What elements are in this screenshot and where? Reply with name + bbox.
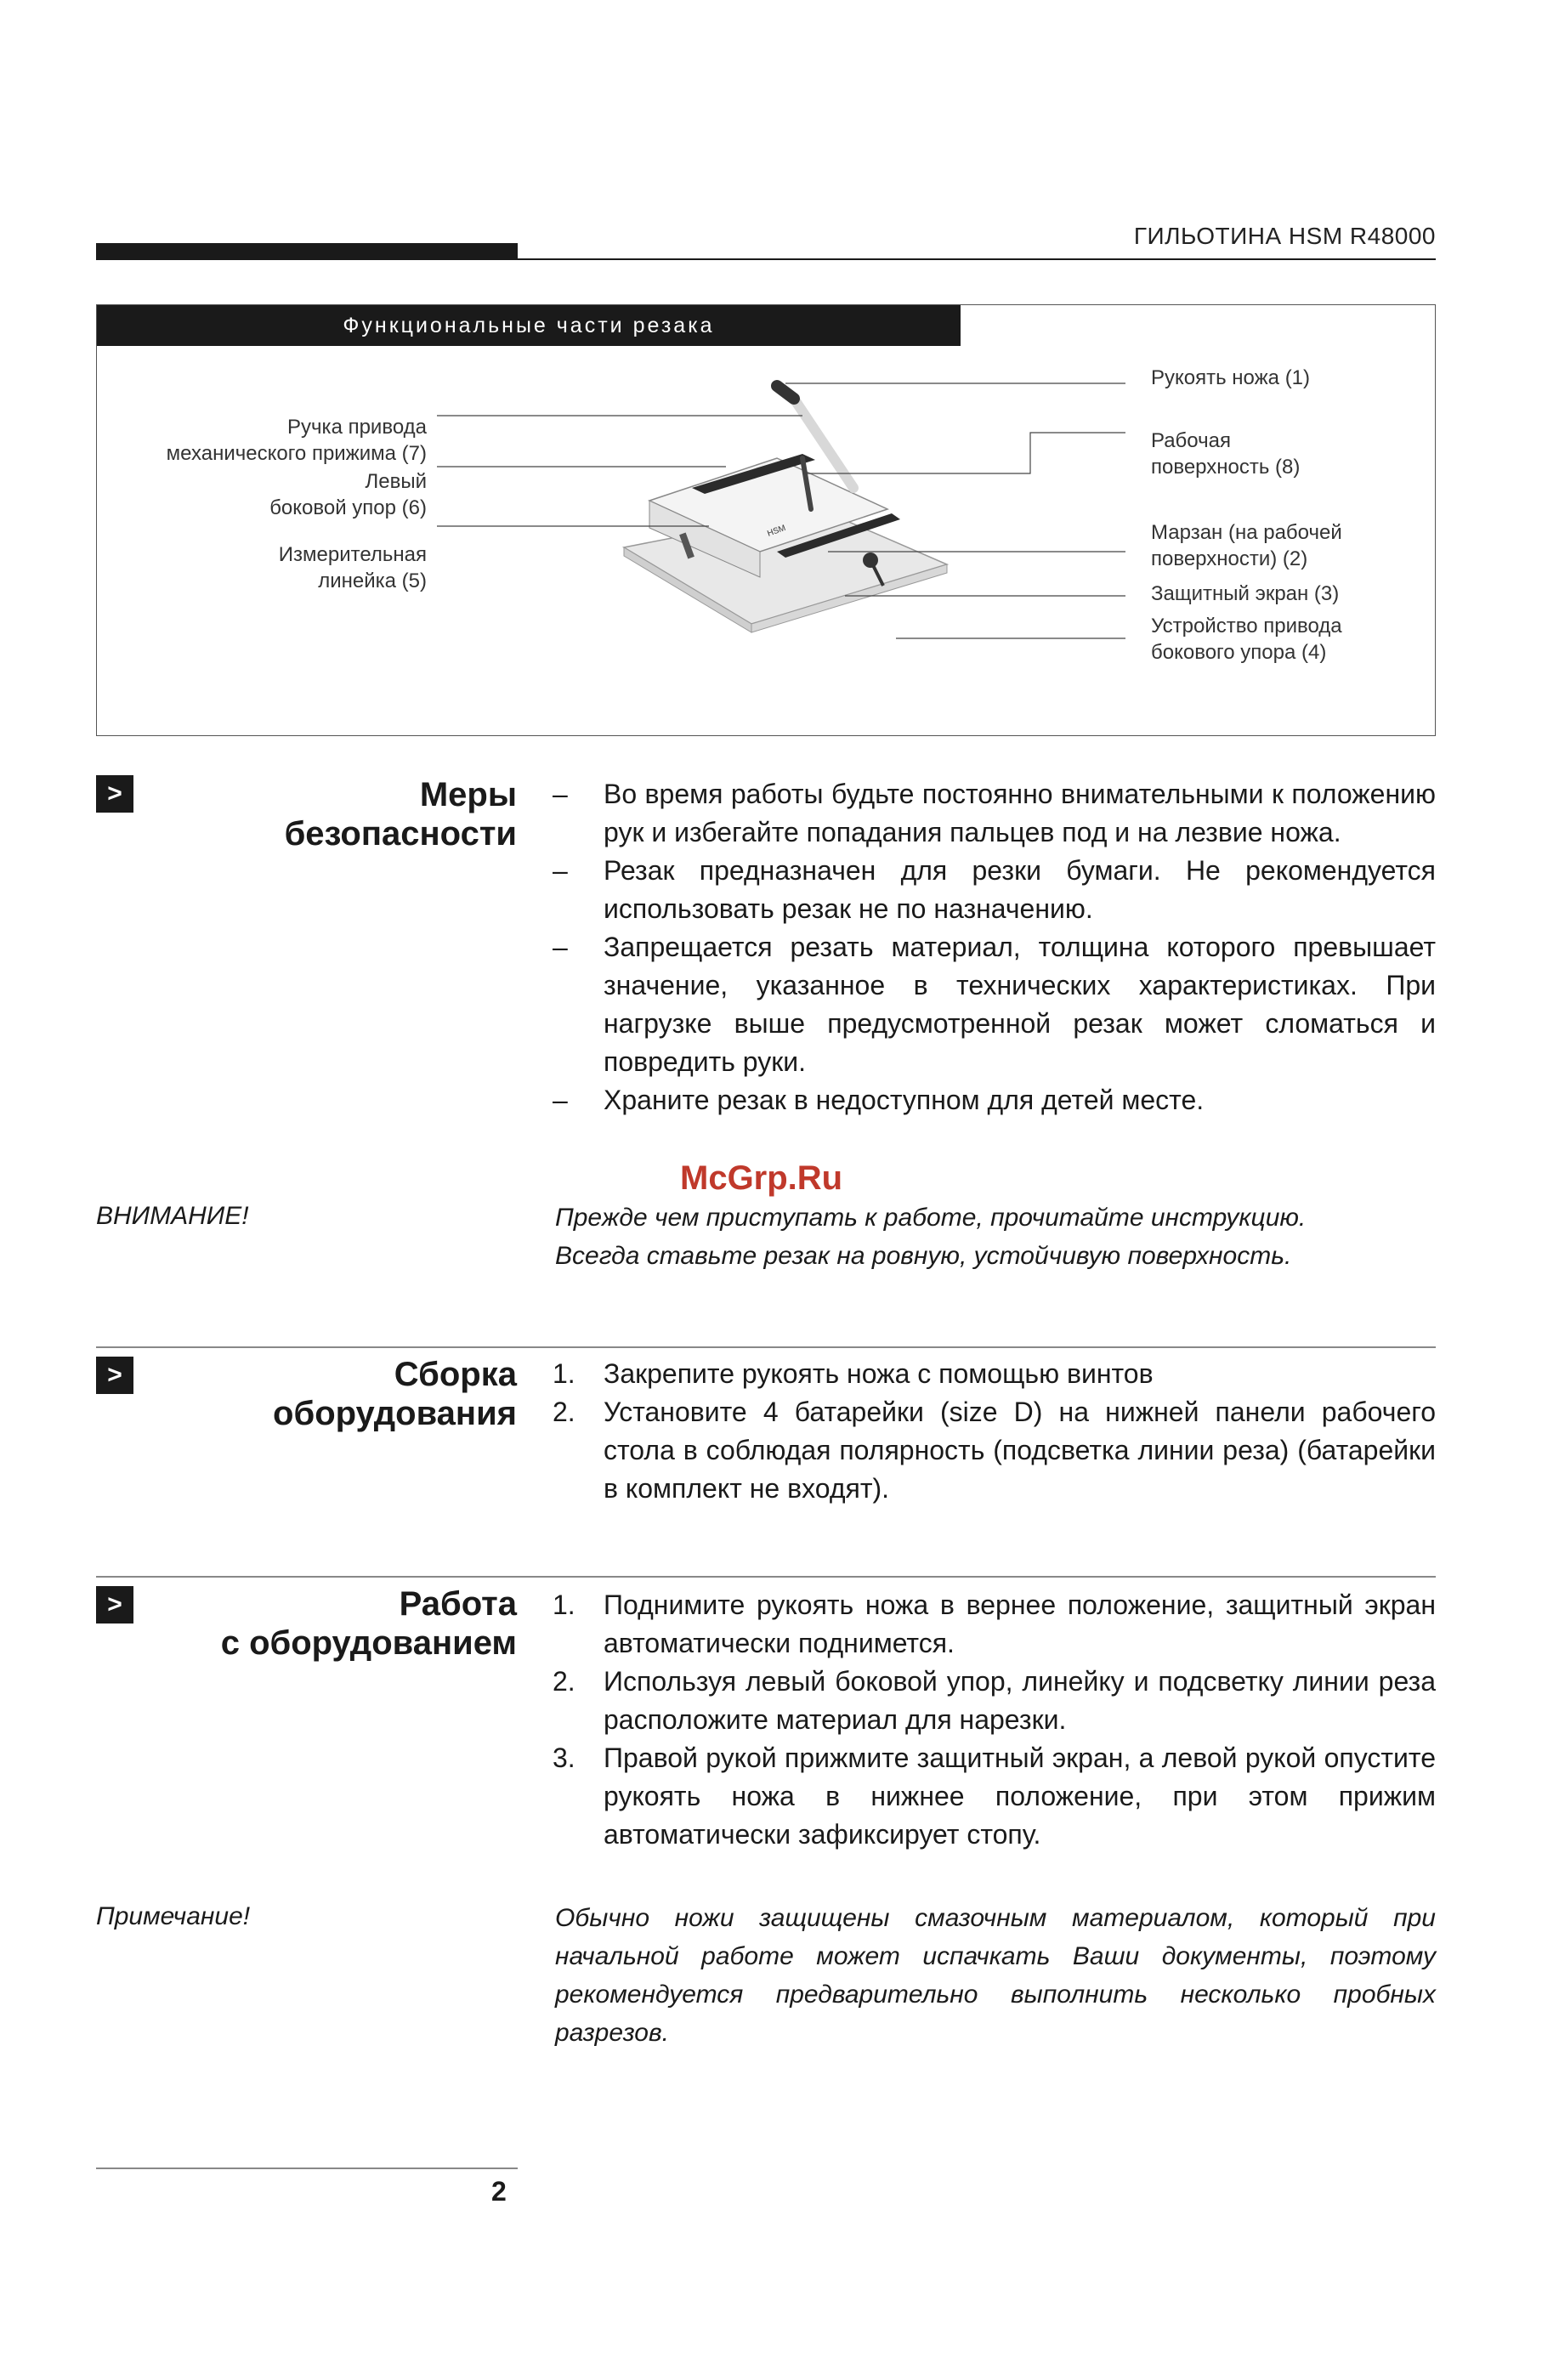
page-number: 2 [491, 2176, 507, 2207]
page-header-title: ГИЛЬОТИНА HSM R48000 [1133, 223, 1436, 249]
list-item: 1. Закрепите рукоять ножа с помощью винтов [553, 1358, 1154, 1389]
section-divider [96, 1576, 1436, 1578]
label-left-side-stop: Левый боковой упор (6) [269, 470, 427, 519]
operation-title: Работа с оборудованием [220, 1585, 517, 1662]
section-arrow-icon: > [96, 775, 133, 813]
label-marzan: Марзан (на рабочей поверхности) (2) [1151, 521, 1342, 570]
section-divider [96, 1346, 1436, 1348]
functional-parts-diagram [96, 304, 1436, 736]
label-work-surface: Рабочая поверхность (8) [1151, 429, 1301, 479]
list-item: – Запрещается резать материал, толщина которого превышает значение, указанное в технических характеристиках. При нагрузке выше предусмотренной резак может сломаться и повредить руки. [553, 932, 1436, 1077]
list-item: – Во время работы будьте постоянно внимательными к положению рук и избегайте попадания пальцев под и на лезвие ножа. [553, 779, 1436, 847]
label-pressure-lever: Ручка привода механического прижима (7) [166, 416, 427, 465]
safety-title: Меры безопасности [284, 776, 517, 853]
assembly-title: Сборка оборудования [273, 1356, 517, 1432]
leader-8 [802, 433, 1125, 473]
list-item: 3. Правой рукой прижмите защитный экран, а левой рукой опустите рукоять ножа в нижнее положение, при этом прижим автоматически зафиксирует стопу. [553, 1742, 1436, 1850]
list-item: 2. Установите 4 батарейки (size D) на нижней панели рабочего стола в соблюдая полярность (подсветка линии реза) (батарейки в комплект не входят). [553, 1397, 1436, 1504]
knife-handle-grip [777, 386, 794, 399]
attention-text: Прежде чем приступать к работе, прочитайте инструкцию. Всегда ставьте резак на ровную, устойчивую поверхность. [555, 1204, 1307, 1270]
device-brand: HSM [766, 523, 787, 539]
watermark: McGrp.Ru [680, 1159, 843, 1197]
list-item: 1. Поднимите рукоять ножа в вернее положение, защитный экран автоматически поднимется. [553, 1590, 1436, 1658]
label-side-stop-drive: Устройство привода бокового упора (4) [1151, 615, 1342, 664]
note-text: Обычно ножи защищены смазочным материалом, который при начальной работе может испачкать Ваши документы, поэтому рекомендуется предварительно выполнить несколько пробных разрезов. [555, 1904, 1436, 2047]
operation-list [553, 1586, 1436, 1854]
diagram-caption: Функциональные части резака [97, 305, 961, 346]
section-arrow-icon: > [96, 1586, 133, 1624]
label-measuring-ruler: Измерительная линейка (5) [278, 543, 427, 592]
safety-list [553, 775, 1436, 1119]
section-arrow-icon: > [96, 1357, 133, 1394]
assembly-list [553, 1355, 1436, 1508]
list-item: – Храните резак в недоступном для детей месте. [553, 1085, 1205, 1115]
header-rule [518, 258, 1436, 260]
label-safety-screen: Защитный экран (3) [1151, 582, 1340, 605]
attention-label: ВНИМАНИЕ! [96, 1202, 249, 1230]
list-item: – Резак предназначен для резки бумаги. Не рекомендуется использовать резак не по назначению. [553, 855, 1436, 924]
note-label: Примечание! [96, 1902, 251, 1930]
footer-rule [96, 2168, 518, 2169]
list-item: 2. Используя левый боковой упор, линейку и подсветку линии реза расположите материал для нарезки. [553, 1666, 1436, 1735]
label-knife-handle: Рукоять ножа (1) [1151, 366, 1311, 389]
header-accent-bar [96, 243, 518, 260]
